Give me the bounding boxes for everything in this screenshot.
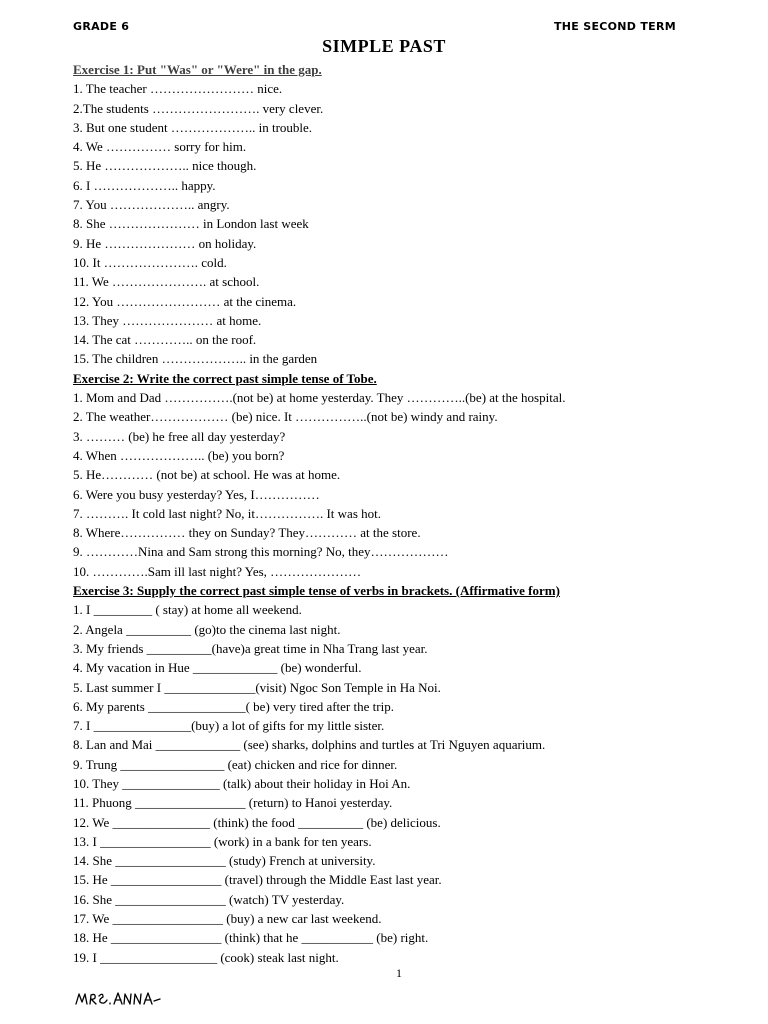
- exercise-item: 19. I __________________ (cook) steak last night.: [73, 949, 339, 965]
- exercise-item: 12. You …………………… at the cinema.: [73, 293, 297, 309]
- exercise-item: 12. We _______________ (think) the food __________ (be) delicious.: [73, 814, 441, 830]
- exercise-item: 11. Phuong _________________ (return) to Hanoi yesterday.: [73, 795, 393, 811]
- exercise-item: 7. ………. It cold last night? No, it……………. It was hot.: [73, 505, 382, 521]
- exercise-item: 18. He _________________ (think) that he ___________ (be) right.: [73, 930, 429, 946]
- exercise-item: 13. I _________________ (work) in a bank for ten years.: [73, 833, 372, 849]
- exercise-item: 13. They ………………… at home.: [73, 312, 262, 328]
- exercise-1-heading: Exercise 1: Put "Was" or "Were" in the gap.: [73, 62, 322, 77]
- exercise-item: 15. The children ……………….. in the garden: [73, 351, 318, 367]
- signature-mark: [74, 988, 164, 1010]
- exercise-item: 7. You ……………….. angry.: [73, 197, 230, 213]
- grade-label: GRADE 6: [73, 20, 130, 33]
- exercise-item: 4. When ……………….. (be) you born?: [73, 447, 285, 463]
- exercise-item: 6. My parents _______________( be) very tired after the trip.: [73, 698, 394, 714]
- exercise-3-heading: Exercise 3: Supply the correct past simple tense of verbs in brackets. (Affirmative form): [73, 583, 560, 599]
- exercise-item: 5. He………… (not be) at school. He was at home.: [73, 467, 341, 483]
- exercise-item: 4. We …………… sorry for him.: [73, 139, 247, 155]
- exercise-item: 14. The cat ………….. on the roof.: [73, 332, 257, 348]
- term-label: THE SECOND TERM: [553, 20, 676, 33]
- exercise-item: 9. He ………………… on holiday.: [73, 235, 257, 251]
- page-title: SIMPLE PAST: [322, 36, 446, 56]
- exercise-item: 3. ……… (be) he free all day yesterday?: [73, 428, 286, 444]
- exercise-item: 8. Lan and Mai _____________ (see) sharks, dolphins and turtles at Tri Nguyen aquarium.: [73, 737, 546, 753]
- exercise-item: 14. She _________________ (study) French at university.: [73, 853, 376, 869]
- exercise-item: 2. The weather……………… (be) nice. It ……………..(not be) windy and rainy.: [73, 409, 498, 425]
- exercise-item: 7. I _______________(buy) a lot of gifts for my little sister.: [73, 718, 385, 734]
- worksheet-body: [73, 60, 693, 967]
- exercise-3-items: [73, 600, 693, 967]
- exercise-item: 10. They _______________ (talk) about their holiday in Hoi An.: [73, 775, 411, 791]
- exercise-item: 8. Where…………… they on Sunday? They………… at the store.: [73, 525, 421, 541]
- page-number: 1: [396, 966, 402, 980]
- exercise-item: 1. I _________ ( stay) at home all weekend.: [73, 602, 302, 618]
- exercise-item: 5. Last summer I ______________(visit) Ngoc Son Temple in Ha Noi.: [73, 679, 441, 695]
- exercise-item: 8. She ………………… in London last week: [73, 216, 309, 232]
- exercise-item: 5. He ……………….. nice though.: [73, 158, 257, 174]
- exercise-item: 1. The teacher …………………… nice.: [73, 81, 283, 97]
- exercise-item: 4. My vacation in Hue _____________ (be) wonderful.: [73, 660, 362, 676]
- exercise-item: 9. …………Nina and Sam strong this morning? No, they………………: [73, 544, 449, 560]
- exercise-item: 16. She _________________ (watch) TV yesterday.: [73, 891, 345, 907]
- exercise-item: 1. Mom and Dad …………….(not be) at home yesterday. They …………..(be) at the hospital.: [73, 390, 566, 406]
- exercise-item: 2.The students ……………………. very clever.: [73, 100, 324, 116]
- exercise-item: 2. Angela __________ (go)to the cinema last night.: [73, 621, 341, 637]
- exercise-item: 10. It …………………. cold.: [73, 254, 227, 270]
- exercise-item: 9. Trung ________________ (eat) chicken and rice for dinner.: [73, 756, 398, 772]
- exercise-item: 17. We _________________ (buy) a new car last weekend.: [73, 911, 382, 927]
- exercise-item: 6. Were you busy yesterday? Yes, I……………: [73, 486, 320, 502]
- exercise-1-items: [73, 79, 693, 368]
- exercise-item: 15. He _________________ (travel) through the Middle East last year.: [73, 872, 442, 888]
- exercise-item: 11. We …………………. at school.: [73, 274, 260, 290]
- exercise-item: 10. ………….Sam ill last night? Yes, …………………: [73, 563, 362, 579]
- page-header: [73, 20, 676, 36]
- exercise-2-heading: Exercise 2: Write the correct past simple tense of Tobe.: [73, 370, 377, 386]
- exercise-item: 6. I ……………….. happy.: [73, 177, 216, 193]
- exercise-item: 3. But one student ……………….. in trouble.: [73, 119, 313, 135]
- exercise-2-items: [73, 388, 693, 581]
- exercise-item: 3. My friends __________(have)a great time in Nha Trang last year.: [73, 640, 428, 656]
